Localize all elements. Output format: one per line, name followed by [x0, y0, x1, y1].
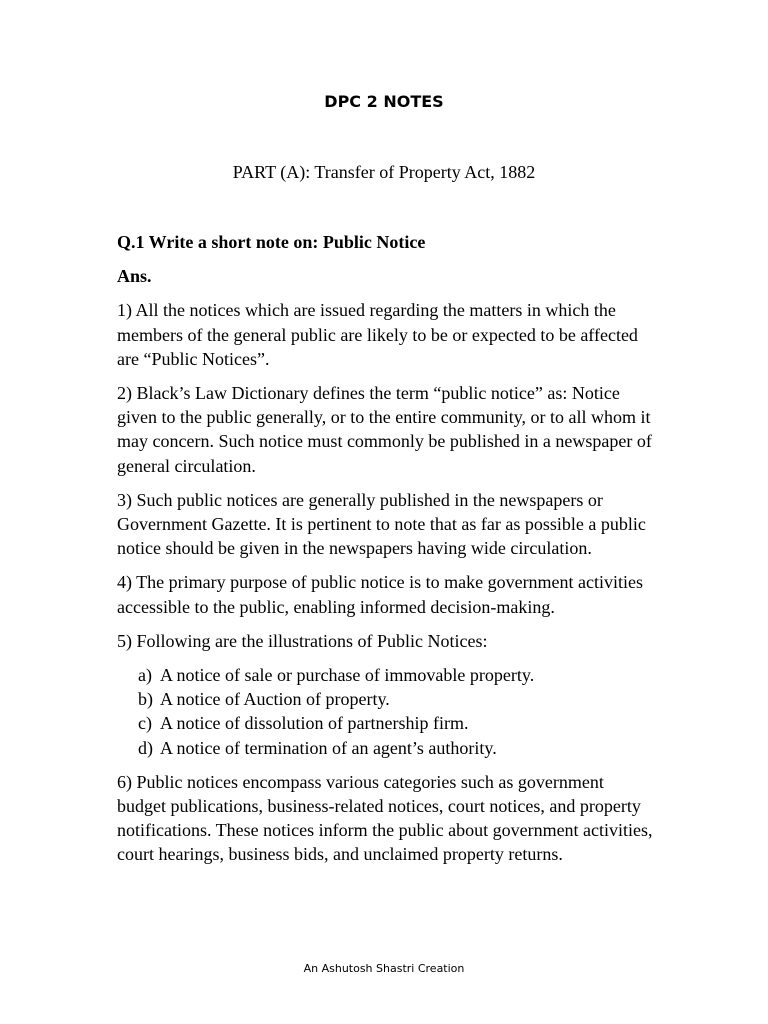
paragraph-6: 6) Public notices encompass various categories such as government budget publications, business-related notices, court notices, and property notifications. These notices inform the public about government activities, court hearings, business bids, and unclaimed property returns.	[117, 771, 653, 865]
list-item	[117, 711, 657, 735]
list-item-text: A notice of Auction of property.	[160, 689, 390, 710]
list-marker: d)	[138, 737, 153, 758]
list-item-text: A notice of termination of an agent’s authority.	[160, 737, 497, 758]
list-marker: b)	[138, 689, 153, 710]
list-marker: c)	[138, 713, 152, 734]
question-heading: Q.1 Write a short note on: Public Notice	[117, 232, 426, 252]
list-item-text: A notice of sale or purchase of immovable property.	[160, 665, 535, 686]
part-heading: PART (A): Transfer of Property Act, 1882	[232, 162, 536, 182]
answer-label: Ans.	[117, 266, 152, 287]
paragraph-3: 3) Such public notices are generally published in the newspapers or Government Gazette. It is pertinent to note that as far as possible a public notice should be given in the newspapers having wide circulation.	[117, 489, 646, 559]
paragraph-2: 2) Black’s Law Dictionary defines the term “public notice” as: Notice given to the public generally, or to the entire community, or to all whom it may concern. Such notice must commonly be published in a newspaper of general circulation.	[117, 383, 652, 476]
paragraph-5: 5) Following are the illustrations of Public Notices:	[117, 630, 488, 651]
list-marker: a)	[138, 665, 152, 686]
list-item	[117, 736, 657, 760]
paragraph-4: 4) The primary purpose of public notice is to make government activities accessible to the public, enabling informed decision-making.	[117, 572, 644, 617]
list-item-text: A notice of dissolution of partnership firm.	[160, 713, 469, 734]
list-item	[117, 663, 657, 687]
paragraph-1: 1) All the notices which are issued regarding the matters in which the members of the general public are likely to be or expected to be affected are “Public Notices”.	[117, 300, 638, 369]
document-body	[117, 230, 657, 877]
illustrations-list	[117, 663, 657, 760]
document-title: DPC 2 NOTES	[324, 92, 444, 111]
list-item	[117, 687, 657, 711]
page-footer: An Ashutosh Shastri Creation	[303, 962, 465, 975]
